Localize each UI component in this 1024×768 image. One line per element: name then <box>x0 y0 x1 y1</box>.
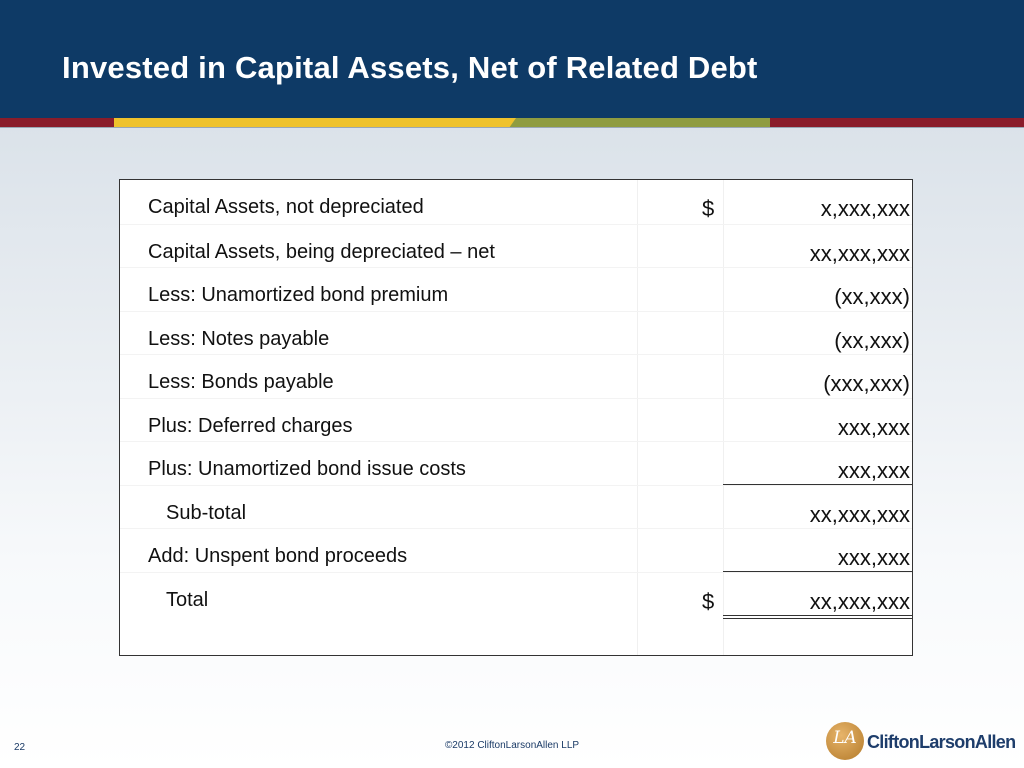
table-row <box>120 572 912 616</box>
company-logo <box>826 722 1022 764</box>
page-number: 22 <box>14 742 26 753</box>
row-amount: (xxx,xxx) <box>823 371 910 396</box>
stripe-red-right <box>770 118 1024 127</box>
currency-symbol: $ <box>702 196 715 221</box>
table-row <box>120 528 912 572</box>
slide-title: Invested in Capital Assets, Net of Related Debt <box>62 50 758 85</box>
row-amount: (xx,xxx) <box>834 284 910 309</box>
row-label: Less: Notes payable <box>148 327 330 350</box>
row-label: Total <box>166 588 209 611</box>
currency-symbol: $ <box>702 588 715 614</box>
financial-table <box>119 179 913 656</box>
stripe-green <box>510 118 778 127</box>
table-row <box>120 267 912 311</box>
table-row <box>120 485 912 529</box>
row-amount: xxx,xxx <box>837 545 910 570</box>
stripe-gold <box>114 118 534 127</box>
table-row <box>120 354 912 398</box>
table-row <box>120 441 912 485</box>
table-row <box>120 398 912 442</box>
row-amount: xx,xxx,xxx <box>809 588 910 614</box>
header-divider <box>0 127 1024 128</box>
row-amount: xxx,xxx <box>837 458 910 483</box>
row-label: Less: Unamortized bond premium <box>148 284 449 306</box>
row-amount: xxx,xxx <box>837 414 910 440</box>
table-row <box>120 180 912 223</box>
row-label: Capital Assets, being depreciated – net <box>148 240 495 263</box>
table-row <box>120 311 912 355</box>
row-amount: xx,xxx,xxx <box>809 501 910 527</box>
row-amount: xx,xxx,xxx <box>809 240 910 266</box>
row-label: Less: Bonds payable <box>148 371 334 393</box>
slide-header <box>0 0 1024 118</box>
logo-mark: LA <box>833 728 857 748</box>
copyright-text: ©2012 CliftonLarsonAllen LLP <box>444 740 580 751</box>
row-label: Plus: Unamortized bond issue costs <box>148 458 466 480</box>
amount-double-underline <box>723 618 912 619</box>
row-amount: x,xxx,xxx <box>820 196 910 221</box>
accent-stripe <box>0 118 1024 127</box>
row-label: Add: Unspent bond proceeds <box>148 545 408 567</box>
stripe-red-left <box>0 118 114 127</box>
logo-text: CliftonLarsonAllen <box>867 732 1016 752</box>
row-amount: (xx,xxx) <box>834 327 910 353</box>
row-label: Sub-total <box>166 501 247 524</box>
row-label: Plus: Deferred charges <box>148 414 353 437</box>
row-label: Capital Assets, not depreciated <box>148 196 424 218</box>
amount-underline <box>723 615 912 616</box>
table-row <box>120 224 912 268</box>
